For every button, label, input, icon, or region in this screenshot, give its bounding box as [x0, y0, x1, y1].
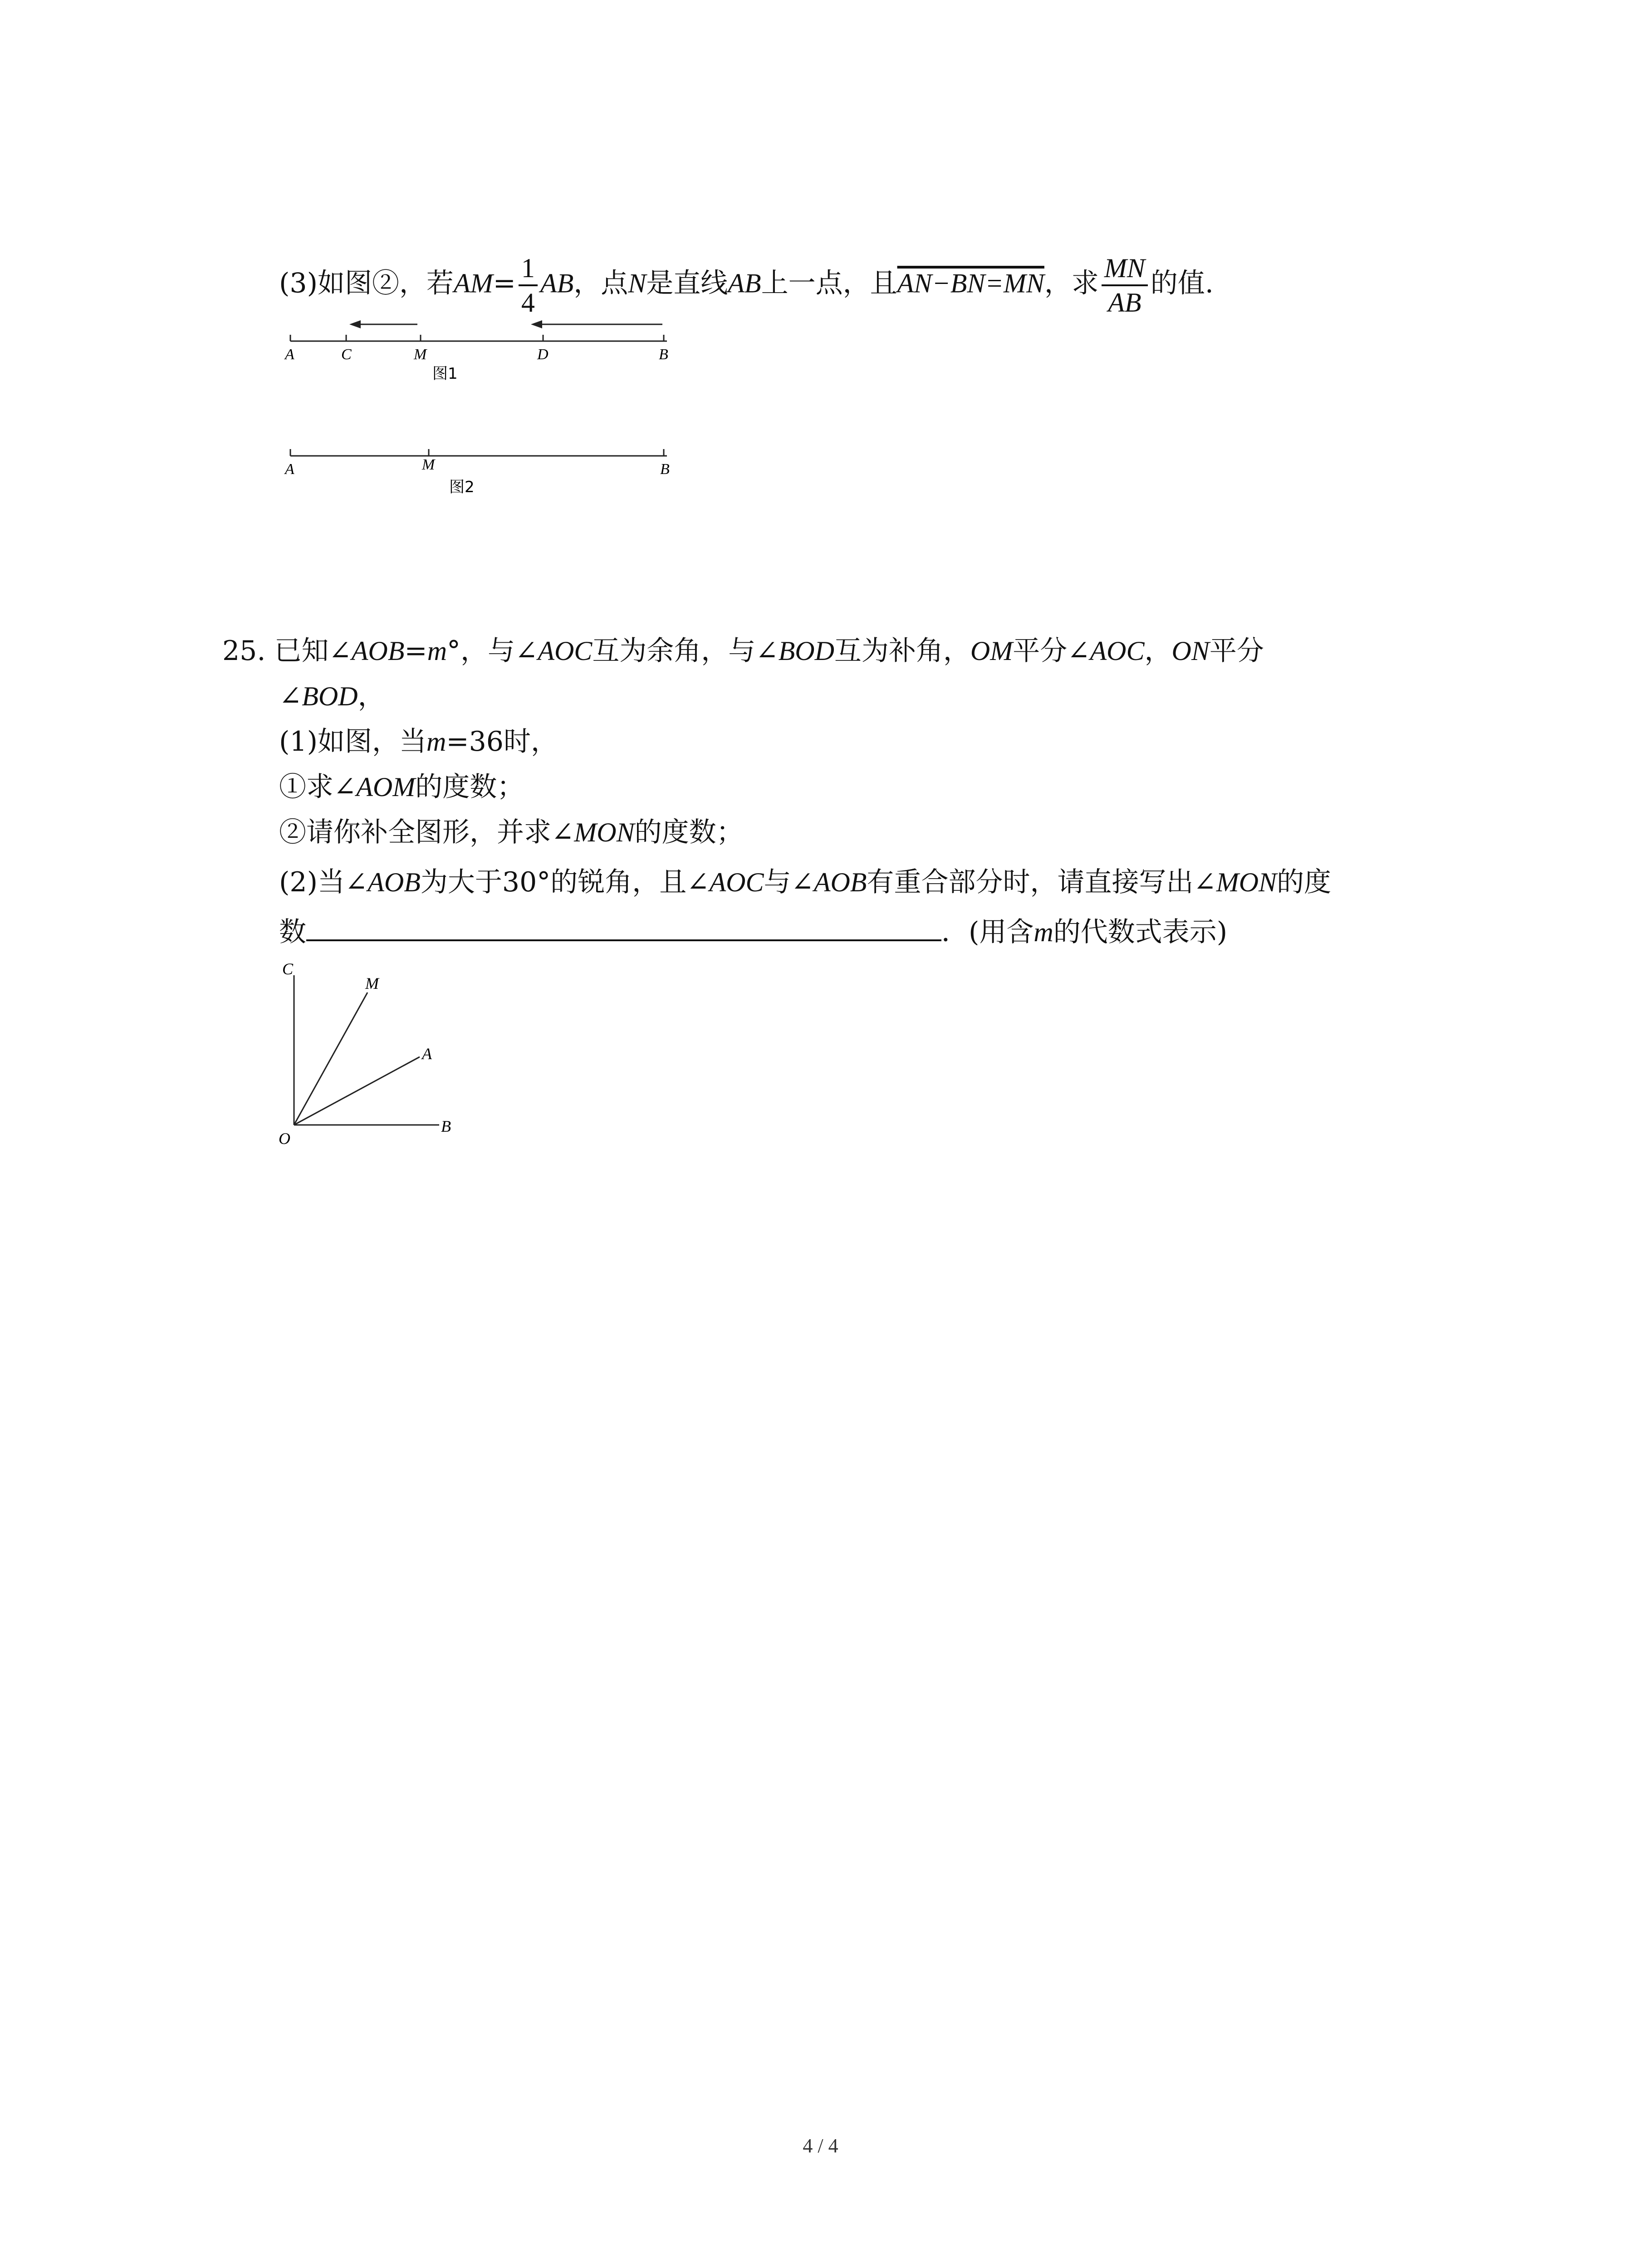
- fraction-numerator: 1: [519, 252, 538, 286]
- text-fragment: ．(用含: [941, 916, 1034, 948]
- text-fragment: 为大于30°的锐角，且∠: [420, 866, 710, 898]
- math-aoc: AOC: [709, 867, 764, 897]
- answer-blank[interactable]: [306, 935, 941, 941]
- text-fragment: 与∠: [764, 866, 814, 898]
- text-fragment: ，求: [1044, 267, 1099, 299]
- label-m: M: [414, 346, 427, 363]
- text-fragment: =: [493, 267, 516, 299]
- math-ab: AB: [728, 268, 761, 298]
- math-m: m: [1034, 917, 1053, 947]
- text-fragment: 有重合部分时，请直接写出∠: [867, 866, 1216, 898]
- q25-line-7: [279, 914, 1227, 950]
- math-am: AM: [454, 268, 493, 298]
- label-b: B: [441, 1117, 451, 1135]
- q25-line-3: [279, 723, 558, 760]
- math-aoc: AOC: [538, 636, 593, 666]
- text-fragment: 上一点，且: [761, 267, 897, 299]
- math-aob: AOB: [813, 867, 867, 897]
- figure-2-number-line: [272, 435, 681, 508]
- math-mon: MON: [1216, 867, 1277, 897]
- arrow-left-1-head: [349, 320, 361, 328]
- q24-part3-line: [279, 252, 1214, 319]
- label-a: A: [285, 461, 294, 478]
- q25-line-4: [279, 769, 524, 805]
- math-m: m: [426, 727, 446, 757]
- text-fragment: 的度数；: [634, 816, 744, 848]
- label-a: A: [422, 1045, 432, 1063]
- q25-line-2: [279, 678, 385, 714]
- text-fragment: 数: [279, 916, 306, 948]
- q25-line-6: [279, 864, 1331, 900]
- math-bod: BOD: [778, 636, 834, 666]
- text-fragment: ②请你补全图形，并求∠: [279, 816, 574, 848]
- math-n: N: [628, 268, 647, 298]
- fraction-numerator: MN: [1102, 252, 1148, 286]
- math-expression: AN−BN=MN: [897, 268, 1044, 298]
- text-fragment: 25. 已知∠: [222, 635, 352, 667]
- label-c: C: [341, 346, 352, 363]
- text-fragment: 的值.: [1150, 267, 1214, 299]
- label-a: A: [285, 346, 294, 363]
- text-fragment: =: [404, 635, 427, 667]
- math-aob: AOB: [367, 867, 421, 897]
- label-c: C: [282, 960, 294, 978]
- text-fragment: ①求∠: [279, 771, 357, 803]
- math-aom: AOM: [356, 772, 416, 802]
- q25-line-5: [279, 814, 744, 850]
- label-b: B: [660, 461, 670, 478]
- text-fragment: ，点: [573, 267, 628, 299]
- math-bod: BOD: [302, 681, 358, 711]
- text-fragment: ，: [358, 680, 385, 712]
- text-fragment: =36时，: [446, 726, 558, 758]
- text-fragment: 的代数式表示): [1053, 916, 1228, 948]
- text-fragment: 互为补角，: [834, 635, 970, 667]
- label-m: M: [422, 456, 435, 473]
- figure-3-angle-diagram: [272, 957, 472, 1157]
- label-b: B: [659, 346, 668, 363]
- text-fragment: ，: [1144, 635, 1172, 667]
- figure-1-number-line: [272, 313, 681, 399]
- fraction-denominator: 4: [521, 288, 535, 318]
- text-fragment: ∠: [279, 680, 302, 712]
- math-mon: MON: [574, 817, 635, 847]
- text-fragment: 的度数；: [415, 771, 524, 803]
- math-aoc: AOC: [1090, 636, 1145, 666]
- math-om: OM: [970, 636, 1013, 666]
- math-ab: AB: [540, 268, 574, 298]
- math-m: m: [427, 636, 447, 666]
- page-number: 4 / 4: [803, 2135, 838, 2157]
- figure-caption: 图2: [449, 478, 475, 496]
- text-fragment: 的度: [1277, 866, 1332, 898]
- fraction-mn-ab: [1102, 252, 1148, 319]
- math-aob: AOB: [351, 636, 405, 666]
- text-fragment: 互为余角，与∠: [592, 635, 779, 667]
- text-fragment: 平分∠: [1013, 635, 1090, 667]
- arrow-left-2-head: [531, 320, 542, 328]
- fraction-one-quarter: [519, 252, 538, 319]
- label-m: M: [365, 974, 379, 992]
- figure-caption: 图1: [432, 365, 458, 383]
- label-d: D: [537, 346, 549, 363]
- q25-line-1: [222, 633, 1264, 669]
- text-fragment: °，与∠: [447, 635, 538, 667]
- text-fragment: (3)如图②，若: [279, 267, 454, 299]
- math-on: ON: [1171, 636, 1210, 666]
- text-fragment: 是直线: [646, 267, 728, 299]
- label-o: O: [279, 1129, 290, 1148]
- text-fragment: 平分: [1209, 635, 1264, 667]
- fraction-denominator: AB: [1108, 288, 1141, 318]
- text-fragment: (1)如图，当: [279, 726, 426, 758]
- text-fragment: (2)当∠: [279, 866, 368, 898]
